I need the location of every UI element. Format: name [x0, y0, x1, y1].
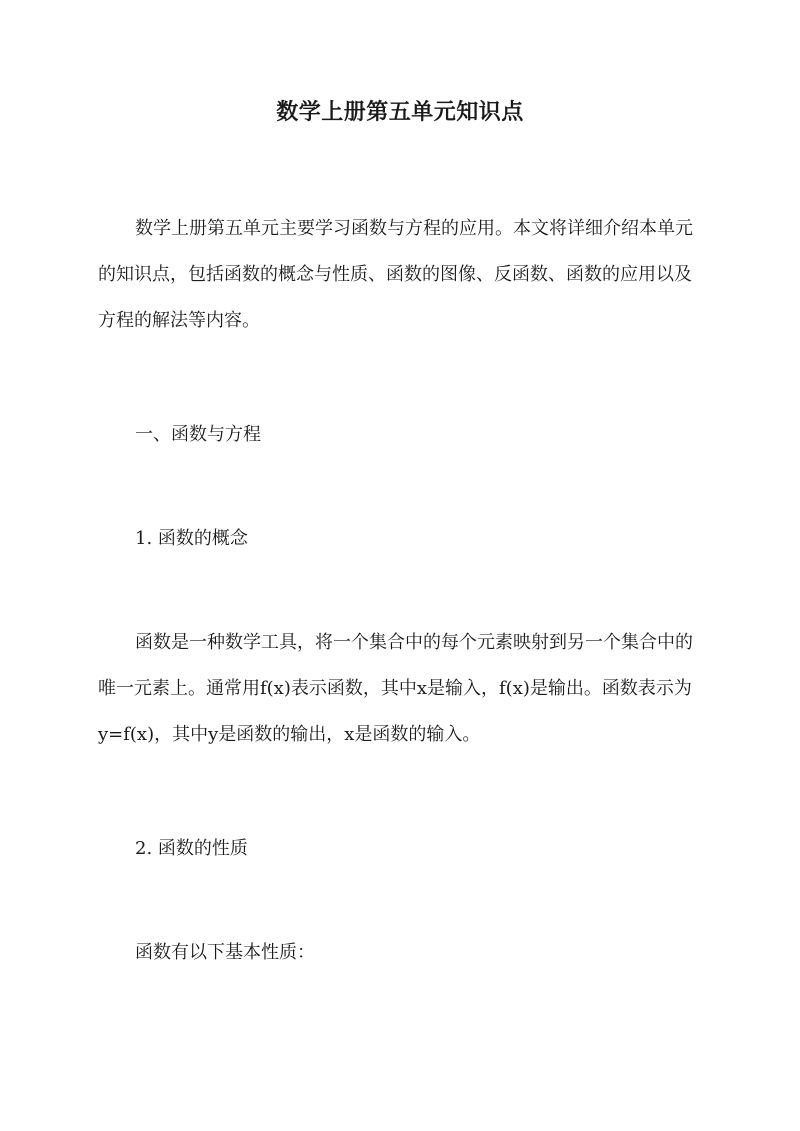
- intro-paragraph: 数学上册第五单元主要学习函数与方程的应用。本文将详细介绍本单元的知识点，包括函数的概念与性质、函数的图像、反函数、函数的应用以及方程的解法等内容。: [98, 218, 693, 331]
- subsection-heading-function-properties: 2. 函数的性质: [135, 838, 248, 859]
- section-heading-functions-equations: 一、函数与方程: [135, 424, 261, 445]
- function-definition-paragraph: 函数是一种数学工具，将一个集合中的每个元素映射到另一个集合中的唯一元素上。通常用f(x)表示函数，其中x是输入，f(x)是输出。函数表示为y=f(x)，其中y是函数的输出，x是函数的输入。: [98, 632, 693, 745]
- subsection-heading-function-concept: 1. 函数的概念: [135, 528, 248, 549]
- page-title: 数学上册第五单元知识点: [276, 99, 524, 125]
- function-properties-paragraph: 函数有以下基本性质：: [135, 942, 315, 963]
